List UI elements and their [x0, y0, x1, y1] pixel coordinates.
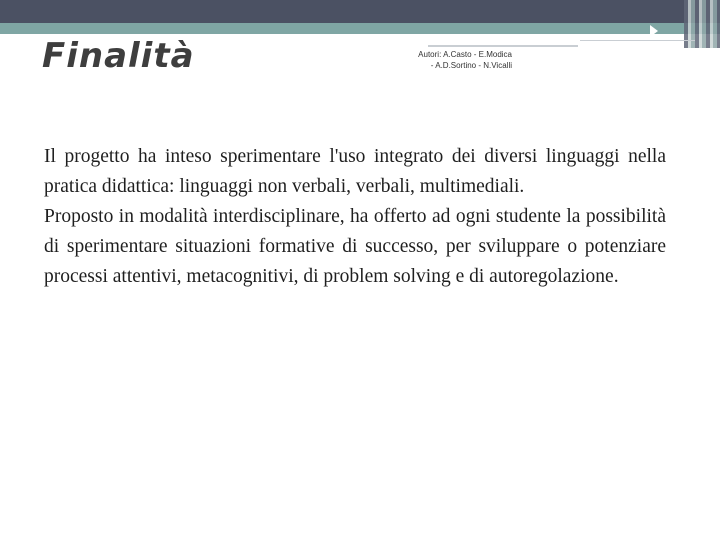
paragraph-goals: Il progetto ha inteso sperimentare l'uso integrato dei diversi linguaggi nella pratica didattica: linguaggi non verbali, verbali, multimediali.	[44, 146, 666, 197]
header-band	[0, 0, 720, 23]
header-accent-band	[0, 23, 720, 34]
arrow-icon	[650, 25, 658, 37]
paragraph-approach: Proposto in modalità interdisciplinare, ha offerto ad ogni studente la possibilità di sperimentare situazioni formative di successo, per sviluppare o potenziare processi attentivi, metacognitivi, di problem solving e di autoregolazione.	[44, 206, 666, 287]
divider-line	[428, 45, 578, 47]
slide-body	[44, 142, 666, 292]
divider-line-secondary	[580, 40, 695, 41]
authors-caption: Autori: A.Casto - E.Modica - A.D.Sortino - N.Vicalli	[418, 50, 512, 70]
slide-title: Finalità	[42, 36, 195, 76]
